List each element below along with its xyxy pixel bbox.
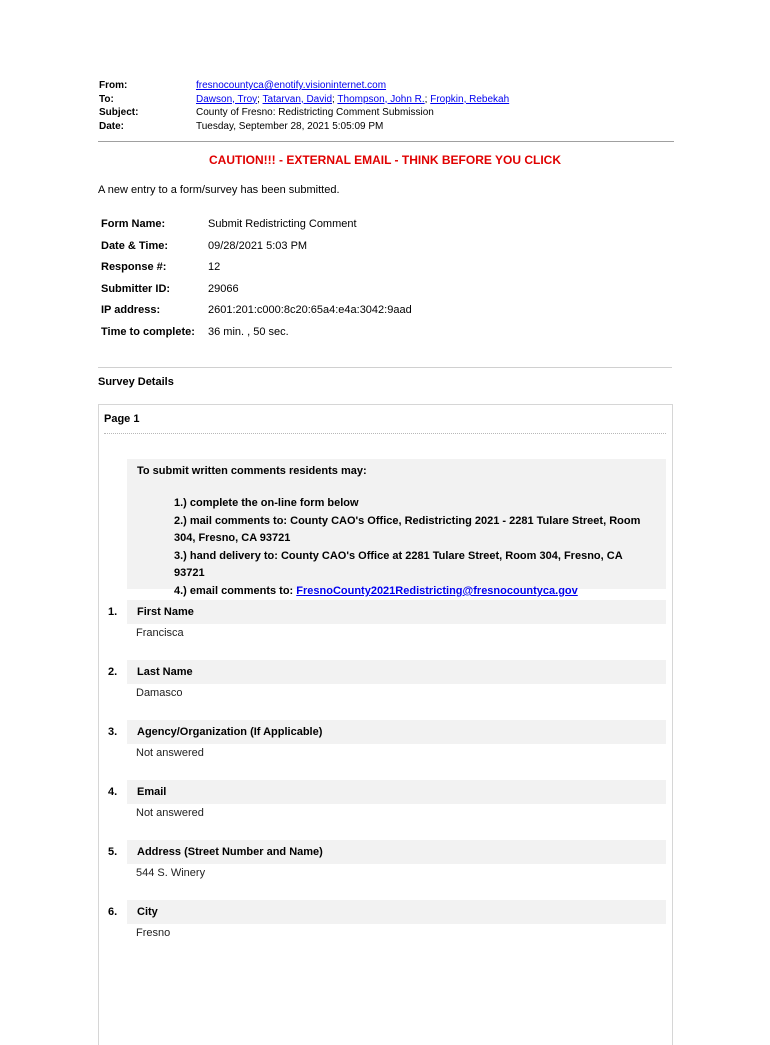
question-header — [127, 900, 666, 924]
date-value: Tuesday, September 28, 2021 5:05:09 PM — [196, 120, 384, 132]
question-number: 3. — [108, 726, 118, 738]
meta-row — [101, 281, 412, 303]
recipient-link[interactable]: Fropkin, Rebekah — [430, 93, 510, 105]
instruction-item: 3.) hand delivery to: County CAO's Office at 2281 Tulare Street, Room 304, Fresno, CA 93721 — [174, 549, 623, 580]
page-title: Page 1 — [104, 413, 140, 425]
question-answer: Not answered — [136, 807, 204, 819]
meta-row — [101, 238, 412, 260]
to-row — [99, 93, 674, 107]
question-answer: Fresno — [136, 927, 171, 939]
meta-value: 36 min. , 50 sec. — [208, 325, 289, 338]
recipient-link[interactable]: Thompson, John R. — [337, 93, 425, 105]
submission-meta — [101, 216, 412, 345]
question-number: 2. — [108, 666, 118, 678]
question-header — [127, 660, 666, 684]
meta-value: 2601:201:c000:8c20:65a4:e4a:3042:9aad — [208, 304, 412, 316]
question-number: 1. — [108, 606, 118, 618]
question-label: First Name — [137, 606, 194, 618]
meta-value: 09/28/2021 5:03 PM — [208, 239, 308, 252]
meta-value: 12 — [208, 261, 221, 273]
instruction-item: 2.) mail comments to: County CAO's Office, Redistricting 2021 - 2281 Tulare Street, Room 304, Fresno, CA 93721 — [174, 514, 641, 545]
question-number: 4. — [108, 786, 118, 798]
question-label: City — [137, 906, 158, 918]
question-header — [127, 780, 666, 804]
meta-row — [101, 216, 412, 238]
instruction-item: 1.) complete the on-line form below — [174, 497, 359, 509]
from-label: From: — [99, 80, 128, 91]
section-divider — [98, 367, 672, 368]
survey-panel — [98, 404, 673, 1045]
recipient-link[interactable]: Tatarvan, David — [262, 93, 333, 105]
question-header — [127, 600, 666, 624]
intro-text: A new entry to a form/survey has been submitted. — [98, 184, 340, 196]
question-label: Last Name — [137, 666, 193, 678]
question-item — [99, 780, 672, 830]
meta-row — [101, 259, 412, 281]
recipient-link[interactable]: Dawson, Troy — [196, 93, 258, 105]
date-row — [99, 120, 674, 134]
question-label: Address (Street Number and Name) — [137, 846, 323, 858]
date-label: Date: — [99, 120, 125, 132]
email-header — [99, 79, 674, 133]
meta-value: 29066 — [208, 282, 239, 295]
meta-label: Submitter ID: — [101, 282, 171, 295]
instructions-box — [127, 459, 666, 597]
recipient-separator: ; — [257, 93, 260, 105]
meta-row — [101, 302, 412, 324]
dotted-divider — [104, 433, 666, 434]
from-row — [99, 79, 674, 93]
subject-label: Subject: — [99, 107, 139, 118]
header-divider — [98, 141, 674, 142]
meta-label: Response #: — [101, 261, 167, 273]
question-label: Email — [137, 786, 167, 798]
meta-label: IP address: — [101, 304, 161, 316]
question-answer: 544 S. Winery — [136, 867, 206, 879]
meta-label: Form Name: — [101, 218, 166, 230]
meta-row — [101, 324, 412, 346]
from-address-link[interactable]: fresnocountyca@enotify.visioninternet.com — [196, 80, 387, 91]
caution-banner: CAUTION!!! - EXTERNAL EMAIL - THINK BEFORE YOU CLICK — [209, 153, 561, 167]
question-item — [99, 720, 672, 770]
instruction-item — [174, 583, 654, 601]
question-answer: Damasco — [136, 687, 183, 699]
question-label: Agency/Organization (If Applicable) — [137, 726, 323, 738]
survey-details-heading: Survey Details — [98, 376, 174, 388]
meta-value: Submit Redistricting Comment — [208, 218, 357, 230]
question-item — [99, 660, 672, 710]
instructions-list — [174, 495, 654, 601]
email-instruction-prefix: 4.) email comments to: — [174, 584, 297, 597]
question-answer: Not answered — [136, 747, 204, 759]
recipient-separator: ; — [332, 93, 335, 105]
question-item — [99, 900, 672, 950]
meta-label: Time to complete: — [101, 325, 195, 338]
recipient-separator: ; — [424, 93, 428, 105]
question-item — [99, 840, 672, 890]
question-item — [99, 600, 672, 650]
instructions-heading: To submit written comments residents may: — [137, 465, 367, 477]
to-label: To: — [99, 93, 114, 105]
subject-value: County of Fresno: Redistricting Comment Submission — [196, 107, 434, 118]
subject-row — [99, 106, 674, 120]
redistricting-email-link[interactable]: FresnoCounty2021Redistricting@fresnocountyca.gov — [296, 584, 578, 597]
question-answer: Francisca — [136, 627, 184, 639]
meta-label: Date & Time: — [101, 239, 169, 252]
question-number: 6. — [108, 906, 118, 918]
question-number: 5. — [108, 846, 118, 858]
